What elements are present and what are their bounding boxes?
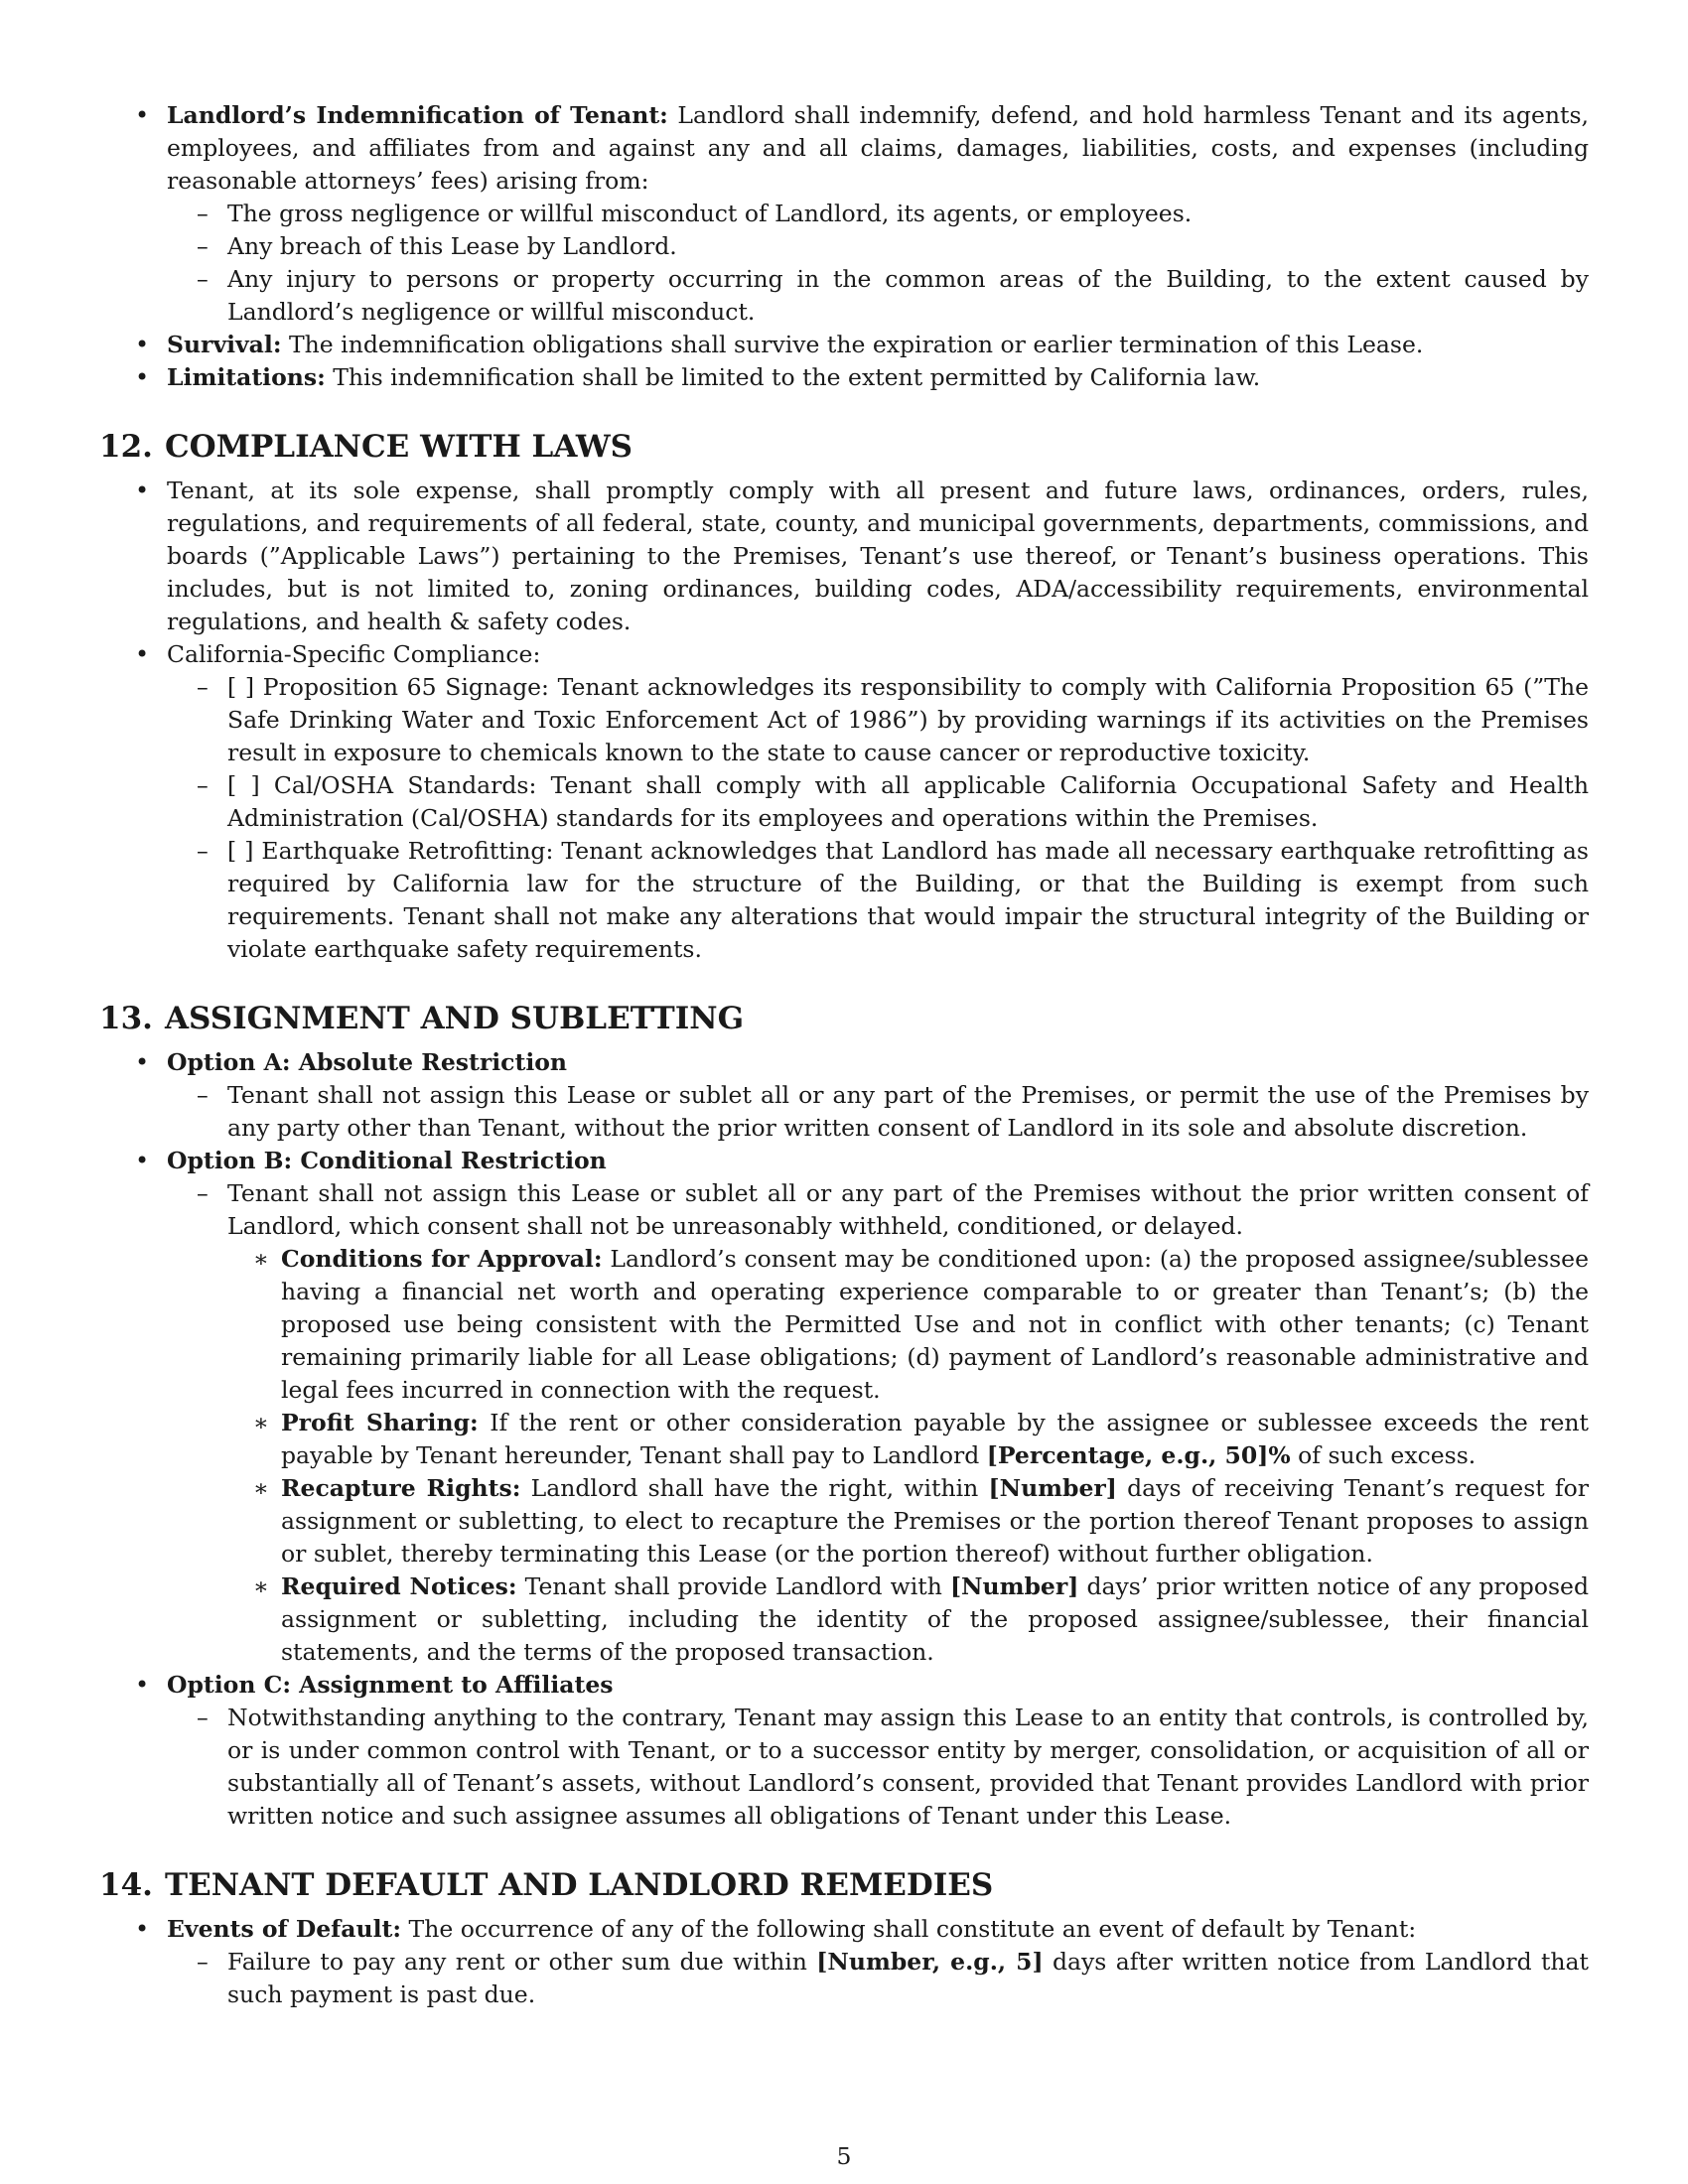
recapture-text-end: days of receiving Tenant’s request for assignment or subletting, to elect to recapture the Premises or the portion thereof Tenant proposes to assign or sublet, thereby terminating this Lease (or the portion thereof) without further obligation. bbox=[281, 1474, 1590, 1568]
list-item: – Notwithstanding anything to the contrary, Tenant may assign this Lease to an entity that controls, is controlled by, or is under common control with Tenant, or to a successor entity by merger, consolidation, or acquisition of all or substantially all of Tenant’s assets, without Landlord’s consent, provided that Tenant provides Landlord with prior written notice and such assignee assumes all obligations of Tenant under this Lease. bbox=[167, 1702, 1589, 1833]
list-item: – Tenant shall not assign this Lease or sublet all or any part of the Premises, or permit the use of the Premises by any party other than Tenant, without the prior written consent of Landlord in its sole and absolute discretion. bbox=[167, 1079, 1589, 1145]
option-b-label: Option B: Conditional Restriction bbox=[167, 1147, 607, 1174]
default-text: Failure to pay any rent or other sum due within bbox=[227, 1948, 817, 1976]
list-item: – Any breach of this Lease by Landlord. bbox=[167, 230, 1589, 263]
list-item: • Tenant, at its sole expense, shall promptly comply with all present and future laws, ordinances, orders, rules, regulations, and requirements of all federal, state, county, and municipal governments, departments, commissions, and boards (”Applicable Laws”) pertaining to the Premises, Tenant’s use thereof, or Tenant’s business operations. This includes, but is not limited to, zoning ordinances, building codes, ADA/accessibility requirements, environmental regulations, and health & safety codes. bbox=[99, 475, 1589, 638]
list-item bbox=[227, 1243, 1589, 1407]
section-number: 13. bbox=[99, 1001, 153, 1036]
list-item: – The gross negligence or willful misconduct of Landlord, its agents, or employees. bbox=[167, 198, 1589, 230]
list-item bbox=[99, 1913, 1589, 2011]
default-days-placeholder: [Number, e.g., 5] bbox=[816, 1948, 1044, 1976]
indemnification-list bbox=[99, 99, 1589, 394]
recapture-number-placeholder: [Number] bbox=[988, 1474, 1117, 1502]
profit-sharing-text-end: of such excess. bbox=[1290, 1441, 1477, 1469]
section-number: 14. bbox=[99, 1867, 153, 1903]
option-b-text: Tenant shall not assign this Lease or sublet all or any part of the Premises without the prior written consent of Landlord, which consent shall not be unreasonably withheld, conditioned, or delayed. bbox=[227, 1179, 1589, 1240]
list-item bbox=[99, 1669, 1589, 1833]
california-compliance-label: California-Specific Compliance: bbox=[167, 640, 541, 668]
list-item bbox=[227, 1472, 1589, 1570]
required-notices-text-end: days’ prior written notice of any proposed assignment or subletting, including the identity of the proposed assignee/sublessee, their financial statements, and the terms of the proposed transaction. bbox=[281, 1572, 1589, 1666]
page-content bbox=[99, 99, 1589, 2011]
section-12-heading bbox=[99, 427, 1589, 467]
recapture-text: Landlord shall have the right, within bbox=[520, 1474, 989, 1502]
option-b-sublist bbox=[167, 1177, 1589, 1669]
option-c-sublist bbox=[167, 1702, 1589, 1833]
section-14-heading bbox=[99, 1865, 1589, 1905]
list-item bbox=[227, 1570, 1589, 1669]
required-notices-label: Required Notices: bbox=[281, 1572, 517, 1600]
option-a-label: Option A: Absolute Restriction bbox=[167, 1048, 568, 1076]
limitations-text: This indemnification shall be limited to the extent permitted by California law. bbox=[325, 363, 1261, 391]
limitations-label: Limitations: bbox=[167, 363, 326, 391]
list-item bbox=[167, 1946, 1589, 2011]
indemnification-text: Landlord shall indemnify, defend, and hold harmless Tenant and its agents, employees, and affiliates from and against any and all claims, damages, liabilities, costs, and expenses (including reasonable attorneys’ fees) arising from: bbox=[167, 101, 1589, 195]
page-number: 5 bbox=[836, 2142, 852, 2170]
survival-text: The indemnification obligations shall survive the expiration or earlier termination of this Lease. bbox=[281, 331, 1424, 358]
list-item bbox=[99, 1046, 1589, 1145]
section-12-list bbox=[99, 475, 1589, 966]
events-of-default-text: The occurrence of any of the following shall constitute an event of default by Tenant: bbox=[401, 1915, 1417, 1943]
option-a-sublist bbox=[167, 1079, 1589, 1145]
conditions-label: Conditions for Approval: bbox=[281, 1245, 603, 1273]
california-compliance-sublist bbox=[167, 671, 1589, 966]
list-item bbox=[167, 1177, 1589, 1669]
section-title: COMPLIANCE WITH LAWS bbox=[165, 429, 633, 465]
section-13-list bbox=[99, 1046, 1589, 1833]
events-of-default-label: Events of Default: bbox=[167, 1915, 402, 1943]
section-number: 12. bbox=[99, 429, 153, 465]
option-b-conditions-list bbox=[227, 1243, 1589, 1669]
section-14-list bbox=[99, 1913, 1589, 2011]
profit-sharing-label: Profit Sharing: bbox=[281, 1409, 479, 1436]
notice-number-placeholder: [Number] bbox=[949, 1572, 1079, 1600]
section-title: TENANT DEFAULT AND LANDLORD REMEDIES bbox=[165, 1867, 994, 1903]
option-c-label: Option C: Assignment to Affiliates bbox=[167, 1671, 614, 1699]
list-item: – [ ] Proposition 65 Signage: Tenant acknowledges its responsibility to comply with California Proposition 65 (”The Safe Drinking Water and Toxic Enforcement Act of 1986”) by providing warnings if its activities on the Premises result in exposure to chemicals known to the state to cause cancer or reproductive toxicity. bbox=[167, 671, 1589, 769]
list-item: – Any injury to persons or property occurring in the common areas of the Building, to the extent caused by Landlord’s negligence or willful misconduct. bbox=[167, 263, 1589, 329]
list-item bbox=[99, 1145, 1589, 1669]
recapture-label: Recapture Rights: bbox=[281, 1474, 521, 1502]
list-item bbox=[99, 329, 1589, 361]
profit-percentage-placeholder: [Percentage, e.g., 50]% bbox=[986, 1441, 1291, 1469]
list-item bbox=[227, 1407, 1589, 1472]
list-item bbox=[99, 99, 1589, 329]
section-title: ASSIGNMENT AND SUBLETTING bbox=[165, 1001, 745, 1036]
events-of-default-sublist bbox=[167, 1946, 1589, 2011]
list-item: – [ ] Earthquake Retrofitting: Tenant acknowledges that Landlord has made all necessary earthquake retrofitting as required by California law for the structure of the Building, or that the Building is exempt from such requirements. Tenant shall not make any alterations that would impair the structural integrity of the Building or violate earthquake safety requirements. bbox=[167, 835, 1589, 966]
required-notices-text: Tenant shall provide Landlord with bbox=[516, 1572, 950, 1600]
indemnification-label: Landlord’s Indemnification of Tenant: bbox=[167, 101, 668, 129]
default-text-end: days after written notice from Landlord that such payment is past due. bbox=[227, 1948, 1589, 2008]
list-item: – [ ] Cal/OSHA Standards: Tenant shall comply with all applicable California Occupational Safety and Health Administration (Cal/OSHA) standards for its employees and operations within the Premises. bbox=[167, 769, 1589, 835]
list-item bbox=[99, 638, 1589, 966]
conditions-text: Landlord’s consent may be conditioned upon: (a) the proposed assignee/sublessee having a financial net worth and operating experience comparable to or greater than Tenant’s; (b) the proposed use being consistent with the Permitted Use and not in conflict with other tenants; (c) Tenant remaining primarily liable for all Lease obligations; (d) payment of Landlord’s reasonable administrative and legal fees incurred in connection with the request. bbox=[281, 1245, 1589, 1404]
list-item bbox=[99, 361, 1589, 394]
survival-label: Survival: bbox=[167, 331, 282, 358]
indemnification-sublist bbox=[167, 198, 1589, 329]
section-13-heading bbox=[99, 999, 1589, 1038]
profit-sharing-text: If the rent or other consideration payable by the assignee or sublessee exceeds the rent payable by Tenant hereunder, Tenant shall pay to Landlord bbox=[281, 1409, 1589, 1469]
